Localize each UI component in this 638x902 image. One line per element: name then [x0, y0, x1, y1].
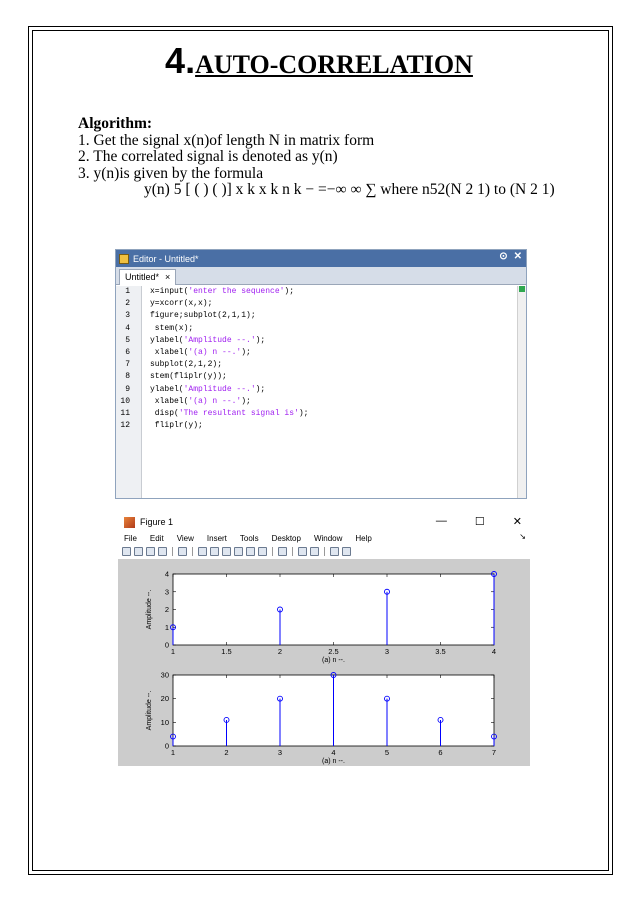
y-tick-label: 10: [160, 717, 169, 727]
code-text: [150, 359, 222, 371]
line-number: 6: [125, 348, 130, 357]
rotate-icon[interactable]: [234, 547, 243, 556]
y-tick-label: 4: [164, 569, 169, 579]
x-tick-label: 2.5: [328, 647, 339, 656]
x-tick-label: 3: [384, 647, 390, 656]
menu-tools[interactable]: Tools: [239, 534, 259, 543]
code-token: xlabel(: [150, 348, 189, 357]
code-text: [150, 310, 256, 322]
figure-window: [118, 512, 530, 766]
code-text: [150, 371, 227, 383]
x-tick-label: 1.5: [221, 647, 232, 656]
menu-file[interactable]: File: [124, 534, 137, 543]
code-text: [150, 298, 212, 310]
code-token: );: [241, 396, 251, 406]
show-plot-tools-icon[interactable]: [342, 547, 351, 556]
x-tick-label: 4: [491, 647, 497, 656]
figure-canvas: [118, 559, 530, 766]
axes-box: [173, 574, 494, 645]
line-number: 3: [125, 311, 130, 321]
page-title: [0, 40, 638, 82]
title-text: AUTO-CORRELATION: [195, 50, 473, 79]
title-number: 4.: [165, 40, 196, 81]
editor-app-icon: [119, 254, 129, 264]
y-tick-label: 0: [164, 741, 169, 751]
editor-tab-label: Untitled*: [125, 272, 160, 282]
colorbar-icon[interactable]: [298, 547, 307, 556]
edit-plot-icon[interactable]: [178, 547, 187, 556]
brush-icon[interactable]: [258, 547, 267, 556]
figure-title: Figure 1: [140, 517, 174, 527]
line-number: 4: [125, 323, 130, 333]
link-plot-icon[interactable]: [278, 547, 287, 556]
tab-close-icon[interactable]: ×: [165, 272, 171, 282]
code-string: '(a) n --.': [188, 396, 242, 406]
code-token: );: [284, 287, 295, 296]
code-string: 'Amplitude --.': [183, 384, 256, 394]
toolbar-separator: [172, 547, 173, 556]
code-token: ylabel(: [150, 335, 184, 345]
algorithm-step: 2. The correlated signal is denoted as y(n): [78, 148, 338, 165]
toolbar-separator: [272, 547, 273, 556]
y-tick-label: 0: [164, 640, 169, 650]
code-string: 'enter the sequence': [188, 287, 285, 296]
menu-help[interactable]: Help: [355, 534, 372, 543]
hide-plot-tools-icon[interactable]: [330, 547, 339, 556]
code-token: y=xcorr(x,x);: [150, 299, 213, 309]
x-tick-label: 4: [331, 748, 336, 757]
pan-icon[interactable]: [222, 547, 231, 556]
figure-titlebar: [118, 512, 530, 532]
line-number: 7: [125, 360, 130, 370]
analysis-ok-indicator: [519, 286, 525, 292]
menu-insert[interactable]: Insert: [206, 534, 227, 543]
x-tick-label: 1: [170, 647, 176, 656]
x-axis-label: (a) n --.: [322, 758, 345, 765]
editor-title: Editor - Untitled*: [133, 253, 199, 264]
editor-window-controls: [499, 251, 522, 262]
data-cursor-icon[interactable]: [246, 547, 255, 556]
code-token: );: [298, 409, 309, 418]
editor-code-area[interactable]: [116, 286, 526, 498]
menu-window[interactable]: Window: [313, 534, 343, 543]
x-tick-label: 5: [384, 748, 390, 757]
x-tick-label: 6: [438, 748, 443, 757]
code-text: [150, 323, 193, 335]
stem-plots: [118, 559, 530, 766]
x-axis-label: (a) n --.: [322, 657, 345, 664]
code-token: );: [241, 348, 251, 357]
zoom-in-icon[interactable]: [198, 547, 207, 556]
code-token: );: [255, 384, 266, 394]
code-token: ylabel(: [150, 384, 184, 394]
menu-view[interactable]: View: [176, 534, 194, 543]
editor-undock-icon[interactable]: ⊙: [499, 251, 508, 262]
x-tick-label: 3: [277, 748, 283, 757]
y-axis-label: Amplitude --.: [146, 589, 153, 630]
y-axis-label: Amplitude --.: [146, 690, 153, 731]
code-text: [150, 335, 265, 347]
code-token: figure;subplot(2,1,1);: [150, 311, 256, 321]
line-number: 11: [120, 409, 130, 418]
line-number: 9: [125, 384, 130, 394]
algorithm-formula: y(n) 5 [ ( ) ( )] x k x k n k − =−∞ ∞ ∑ where n52(N 2 1) to (N 2 1): [144, 181, 555, 198]
editor-titlebar: [116, 250, 526, 267]
save-icon[interactable]: [146, 547, 155, 556]
menu-edit[interactable]: Edit: [149, 534, 164, 543]
y-tick-label: 20: [160, 694, 169, 704]
line-number: 2: [125, 299, 130, 309]
editor-close-icon[interactable]: ✕: [513, 251, 522, 262]
code-token: fliplr(y);: [150, 421, 203, 431]
y-tick-label: 2: [164, 605, 169, 614]
x-tick-label: 1: [170, 748, 176, 757]
code-text: [150, 420, 203, 432]
toolbar-separator: [192, 547, 193, 556]
maximize-icon[interactable]: ☐: [474, 516, 485, 528]
toolbar-separator: [292, 547, 293, 556]
line-number: 10: [120, 396, 130, 406]
menu-overflow-icon[interactable]: ↘: [519, 532, 526, 541]
code-token: stem(fliplr(y));: [150, 372, 227, 382]
code-string: 'The resultant signal is': [178, 409, 299, 418]
line-number: 1: [125, 287, 130, 296]
figure-toolbar: [118, 545, 530, 557]
code-token: xlabel(: [150, 396, 189, 406]
code-string: 'Amplitude --.': [183, 335, 256, 345]
editor-scrollbar[interactable]: [517, 286, 526, 498]
menu-desktop[interactable]: Desktop: [271, 534, 301, 543]
x-tick-label: 3.5: [435, 647, 446, 656]
figure-menubar: [118, 532, 530, 545]
line-number: 5: [125, 335, 130, 345]
figure-window-controls: [436, 515, 522, 528]
algorithm-heading: Algorithm:: [78, 115, 153, 132]
code-token: disp(: [150, 409, 179, 418]
matlab-logo-icon: [124, 517, 135, 528]
y-tick-label: 30: [160, 670, 169, 680]
x-tick-label: 2: [224, 748, 229, 757]
code-text: [150, 347, 251, 359]
code-text: [150, 384, 265, 396]
y-tick-label: 1: [164, 622, 169, 632]
print-icon[interactable]: [158, 547, 167, 556]
new-figure-icon[interactable]: [122, 547, 131, 556]
code-text: [150, 286, 294, 298]
line-number: 12: [120, 421, 130, 431]
editor-window: [115, 249, 527, 499]
open-file-icon[interactable]: [134, 547, 143, 556]
x-tick-label: 2: [277, 647, 283, 656]
algorithm-section: [78, 116, 555, 199]
code-string: '(a) n --.': [188, 348, 242, 357]
algorithm-step: 3. y(n)is given by the formula: [78, 164, 264, 182]
code-text: [150, 396, 251, 408]
algorithm-step: 1. Get the signal x(n)of length N in matrix form: [78, 131, 375, 149]
toolbar-separator: [324, 547, 325, 556]
code-token: x=input(: [150, 287, 189, 296]
code-token: stem(x);: [150, 323, 194, 333]
close-icon[interactable]: ✕: [512, 516, 522, 528]
editor-tab-bar: [116, 267, 526, 285]
zoom-out-icon[interactable]: [210, 547, 219, 556]
minimize-icon[interactable]: —: [435, 515, 447, 527]
x-tick-label: 7: [491, 748, 497, 757]
legend-icon[interactable]: [310, 547, 319, 556]
y-tick-label: 3: [164, 587, 169, 597]
code-text: [150, 408, 308, 420]
code-token: subplot(2,1,2);: [150, 360, 223, 370]
editor-tab-untitled[interactable]: [119, 269, 176, 285]
code-token: );: [255, 335, 266, 345]
line-number: 8: [125, 372, 130, 382]
